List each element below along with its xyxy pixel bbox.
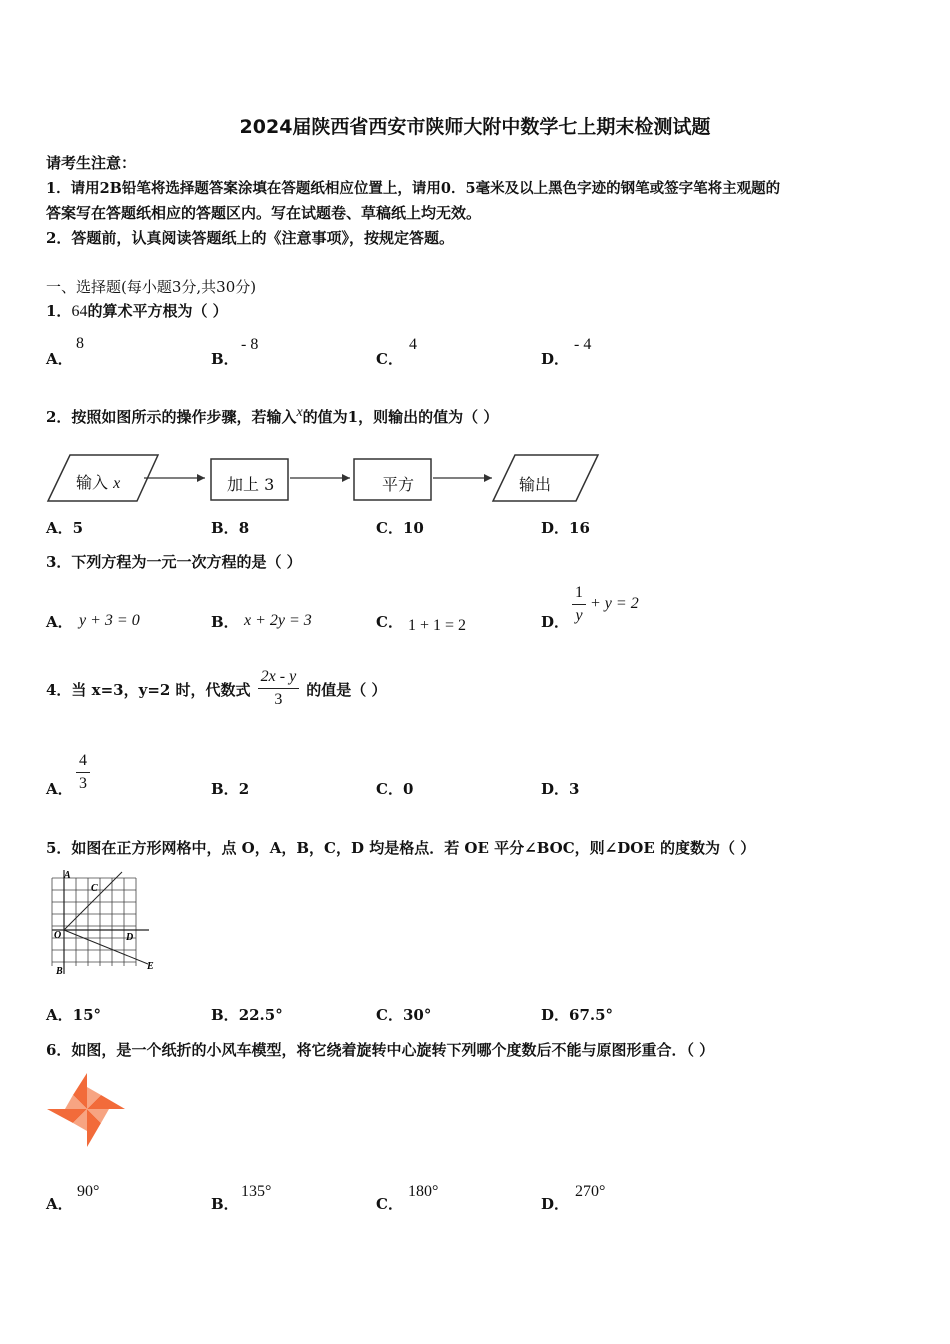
q4-option-b: B．2 — [211, 780, 250, 798]
q6-option-b-value: 135° — [241, 1183, 272, 1200]
point-b-label: B — [56, 966, 63, 977]
q3-option-b-label: B． — [211, 613, 239, 631]
q3-d-numerator: 1 — [572, 584, 586, 605]
question-4 — [46, 668, 387, 709]
q5-option-a: A．15° — [46, 1006, 102, 1024]
q5-option-b: B．22.5° — [211, 1006, 283, 1024]
q4-numerator: 2x - y — [258, 668, 300, 689]
q5-option-c: C．30° — [376, 1006, 432, 1024]
q3-option-b-value: x + 2y = 3 — [244, 612, 312, 629]
q3-option-d-value — [572, 584, 639, 625]
q3-d-denominator: y — [575, 607, 583, 624]
notice-heading: 请考生注意： — [46, 154, 137, 172]
q3-option-c-value: 1 + 1 = 2 — [408, 617, 467, 634]
q5-option-d: D．67.5° — [541, 1006, 614, 1024]
q6-option-d-value: 270° — [575, 1183, 606, 1200]
question-2 — [46, 406, 498, 427]
q1-option-a-label: A． — [46, 350, 73, 368]
question-6: 6．如图，是一个纸折的小风车模型，将它绕着旋转中心旋转下列哪个度数后不能与原图形重合．（ ） — [46, 1041, 715, 1059]
q2-option-a: A．5 — [46, 519, 84, 537]
flow-arrowhead-1 — [197, 474, 205, 482]
q3-option-d-label: D． — [541, 613, 570, 631]
q3-option-a-label: A． — [46, 613, 73, 631]
q6-option-a-value: 90° — [77, 1183, 100, 1200]
line-oe — [64, 930, 148, 964]
line-oc — [64, 872, 122, 930]
pinwheel-figure — [42, 1066, 132, 1152]
flow-output-label: 输出 — [519, 475, 552, 494]
q2-text-1: 2．按照如图所示的操作步骤，若输入 — [46, 408, 297, 426]
q4-option-a-value: $\frac{4}{3}$ — [76, 752, 90, 793]
q2-text-2: 的值为1，则输出的值为（ ） — [302, 408, 499, 426]
q3-d-rest: + y = 2 — [590, 595, 639, 613]
q5-grid-figure — [44, 866, 162, 978]
q4-option-d: D．3 — [541, 780, 580, 798]
notice-line-1b: 答案写在答题纸相应的答题区内。写在试题卷、草稿纸上均无效。 — [46, 204, 482, 222]
question-5: 5．如图在正方形网格中，点 O，A，B，C，D 均是格点．若 OE 平分∠BOC，则∠DOE 的度数为（ ） — [46, 839, 756, 857]
q3-option-a-value: y + 3 = 0 — [79, 612, 140, 629]
q1-option-b-value: - 8 — [241, 336, 259, 353]
flow-arrowhead-3 — [484, 474, 492, 482]
notice-line-1a: 1．请用2B铅笔将选择题答案涂填在答题纸相应位置上，请用0．5毫米及以上黑色字迹的钢笔或签字笔将主观题的 — [46, 180, 781, 197]
flow-arrowhead-2 — [342, 474, 350, 482]
question-1 — [46, 300, 228, 321]
point-c-label: C — [91, 883, 98, 894]
point-e-label: E — [147, 961, 154, 972]
q1-option-d-value: - 4 — [574, 336, 592, 353]
q1-option-d-label: D． — [541, 350, 570, 368]
q4-text-2: 的值是（ ） — [306, 681, 387, 699]
q4-text-1: 4．当 x=3，y=2 时，代数式 — [46, 681, 251, 699]
point-d-label: D — [126, 932, 134, 943]
q1-prefix: 1． — [46, 302, 72, 320]
q1-text: 的算术平方根为（ ） — [87, 302, 228, 320]
q2-option-c: C．10 — [376, 519, 424, 537]
q4-option-a-label: A． — [46, 780, 73, 798]
section-heading: 一、选择题(每小题3分,共30分) — [46, 278, 257, 296]
q1-option-c-label: C． — [376, 350, 403, 368]
q6-option-c-value: 180° — [408, 1183, 439, 1200]
q1-number: 64 — [71, 303, 88, 320]
point-a-label: A — [64, 870, 71, 881]
flow-step2-label: 平方 — [382, 475, 415, 494]
flow-step1-label: 加上 3 — [227, 475, 275, 494]
flow-input-label: 输入 x — [76, 473, 121, 492]
q6-option-a-label: A． — [46, 1195, 73, 1213]
q1-option-c-value: 4 — [409, 336, 417, 353]
q2-variable: x — [296, 405, 303, 420]
q6-option-b-label: B． — [211, 1195, 239, 1213]
q1-option-a-value: 8 — [76, 335, 84, 352]
q4-option-c: C．0 — [376, 780, 414, 798]
point-o-label: O — [54, 930, 62, 941]
q6-option-d-label: D． — [541, 1195, 570, 1213]
q2-option-b: B．8 — [211, 519, 250, 537]
notice-line-2: 2．答题前，认真阅读答题纸上的《注意事项》，按规定答题。 — [46, 229, 454, 247]
question-3: 3．下列方程为一元一次方程的是（ ） — [46, 553, 302, 571]
q1-option-b-label: B． — [211, 350, 239, 368]
q6-option-c-label: C． — [376, 1195, 403, 1213]
q2-option-d: D．16 — [541, 519, 590, 537]
q4-denominator: 3 — [274, 691, 283, 708]
page-title: 2024届陕西省西安市陕师大附中数学七上期末检测试题 — [239, 116, 711, 138]
q3-option-c-label: C． — [376, 613, 403, 631]
